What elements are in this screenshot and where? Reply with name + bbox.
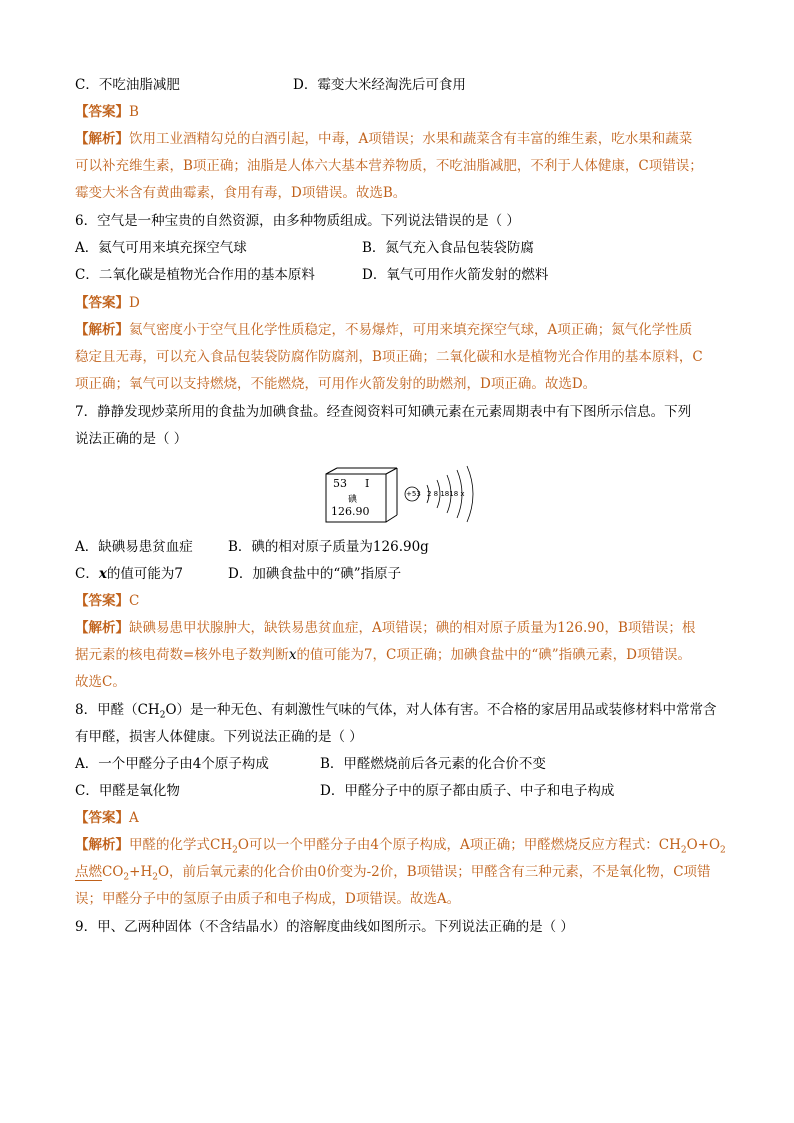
q6-option-a: A．氦气可用来填充探空气球	[75, 240, 247, 256]
analysis-text: O+O	[686, 837, 721, 853]
q8-option-b: B．甲醛燃烧前后各元素的化合价不变	[320, 756, 546, 772]
answer-tag: 【答案】	[75, 593, 129, 609]
q5-analysis-line-3: 霉变大米含有黄曲霉素，食用有毒，D项错误。故选B。	[75, 185, 407, 201]
q7-option-d: D．加碘食盐中的“碘”指原子	[228, 566, 402, 582]
stem-text: 8．甲醛（CH	[75, 702, 160, 718]
atomic-number: 53	[333, 477, 347, 490]
q8-stem-line-2: 有甲醛，损害人体健康。下列说法正确的是（ ）	[75, 729, 363, 745]
q6-option-c: C．二氧化碳是植物光合作用的基本原料	[75, 267, 315, 283]
element-name: 碘	[348, 495, 358, 505]
variable-x: x	[98, 566, 107, 582]
periodic-table-cell	[325, 467, 399, 523]
q6-analysis-line-1	[75, 320, 692, 340]
answer-value: A	[129, 810, 139, 826]
q8-stem-line-1	[75, 700, 717, 726]
ignition-condition: 点燃	[75, 864, 102, 880]
q7-answer	[75, 591, 139, 611]
analysis-tag: 【解析】	[75, 322, 129, 338]
analysis-tag: 【解析】	[75, 620, 129, 636]
q7-stem-line-2: 说法正确的是（ ）	[75, 431, 188, 447]
q6-analysis-line-2: 稳定且无毒，可以充入食品包装袋防腐作防腐剂，B项正确；二氧化碳和水是植物光合作用的基本原料，C	[75, 349, 703, 365]
element-symbol: I	[365, 477, 370, 490]
analysis-text: 缺碘易患甲状腺肿大，缺铁易患贫血症，A项错误；碘的相对原子质量为126.90，B项错误；根	[129, 620, 696, 636]
q5-analysis-line-1	[75, 129, 692, 149]
q6-stem: 6．空气是一种宝贵的自然资源，由多种物质组成。下列说法错误的是（ ）	[75, 213, 520, 229]
answer-value: C	[129, 593, 140, 609]
q7-analysis-line-2	[75, 645, 691, 665]
q5-answer	[75, 102, 139, 122]
analysis-tag: 【解析】	[75, 131, 129, 147]
analysis-text: 的值可能为7，C项正确；加碘食盐中的“碘”指碘元素，D项错误。	[296, 647, 691, 663]
q5-analysis-line-2: 可以补充维生素，B项正确；油脂是人体六大基本营养物质，不吃油脂减肥，不利于人体健康，C项错误；	[75, 158, 703, 174]
q6-analysis-line-3: 项正确；氧气可以支持燃烧，不能燃烧，可用作火箭发射的助燃剂，D项正确。故选D。	[75, 376, 597, 392]
analysis-text: O可以一个甲醛分子由4个原子构成，A项正确；甲醛燃烧反应方程式：CH	[237, 837, 681, 853]
q7-option-b: B．碘的相对原子质量为126.90g	[228, 539, 429, 555]
q6-answer	[75, 293, 140, 313]
answer-tag: 【答案】	[75, 104, 129, 120]
q6-option-d: D．氧气可用作火箭发射的燃料	[362, 267, 549, 283]
stem-text: O）是一种无色、有刺激性气味的气体，对人体有害。不合格的家居用品或装修材料中常常含	[165, 702, 717, 718]
subscript: 2	[680, 845, 687, 856]
subscript: 2	[232, 845, 238, 856]
subscript: 2	[123, 872, 130, 883]
option-prefix: C．	[75, 566, 99, 582]
q8-option-a: A．一个甲醛分子由4个原子构成	[75, 756, 269, 772]
q9-stem: 9．甲、乙两种固体（不含结晶水）的溶解度曲线如图所示。下列说法正确的是（ ）	[75, 919, 574, 935]
analysis-text: +H	[129, 864, 153, 880]
q5-option-c: C．不吃油脂减肥	[75, 77, 180, 93]
subscript: 2	[152, 872, 158, 883]
analysis-text: 甲醛的化学式CH	[129, 837, 233, 853]
atomic-mass: 126.90	[331, 505, 370, 518]
q7-stem-line-1: 7．静静发现炒菜所用的食盐为加碘食盐。经查阅资料可知碘元素在元素周期表中有下图所示信息。下列	[75, 404, 692, 420]
q8-answer	[75, 808, 139, 828]
q8-option-d: D．甲醛分子中的原子都由质子、中子和电子构成	[320, 783, 615, 799]
atomic-structure-diagram	[403, 463, 485, 525]
option-text: 的值可能为7	[106, 566, 183, 582]
nucleus-charge: +53	[406, 490, 421, 498]
variable-x: x	[288, 647, 297, 663]
q7-option-a: A．缺碘易患贫血症	[75, 539, 193, 555]
answer-tag: 【答案】	[75, 810, 129, 826]
analysis-tag: 【解析】	[75, 837, 129, 853]
analysis-text: O，前后氧元素的化合价由0价变为-2价，B项错误；甲醛含有三种元素，不是氧化物，C项错	[157, 864, 711, 880]
subscript: 2	[159, 710, 166, 721]
analysis-text: 饮用工业酒精勾兑的白酒引起，中毒，A项错误；水果和蔬菜含有丰富的维生素，吃水果和蔬菜	[129, 131, 693, 147]
answer-tag: 【答案】	[75, 295, 129, 311]
q8-analysis-line-3: 误；甲醛分子中的氢原子由质子和电子构成，D项错误。故选A。	[75, 891, 461, 907]
q6-option-b: B．氮气充入食品包装袋防腐	[362, 240, 534, 256]
iodine-element-figure	[325, 463, 485, 525]
q8-analysis-line-2	[75, 862, 711, 888]
electron-counts: 2 8 1818 x	[427, 490, 465, 498]
q7-analysis-line-3: 故选C。	[75, 674, 126, 690]
analysis-text: CO	[102, 864, 124, 880]
answer-value: D	[129, 295, 140, 311]
subscript: 2	[720, 845, 726, 856]
answer-value: B	[129, 104, 139, 120]
q7-analysis-line-1	[75, 618, 695, 638]
q7-option-c	[75, 564, 183, 584]
q5-option-d: D．霉变大米经淘洗后可食用	[293, 77, 466, 93]
q8-option-c: C．甲醛是氧化物	[75, 783, 180, 799]
q8-analysis-line-1	[75, 835, 726, 861]
analysis-text: 据元素的核电荷数=核外电子数判断	[75, 647, 289, 663]
analysis-text: 氦气密度小于空气且化学性质稳定，不易爆炸，可用来填充探空气球，A项正确；氮气化学性质	[129, 322, 693, 338]
